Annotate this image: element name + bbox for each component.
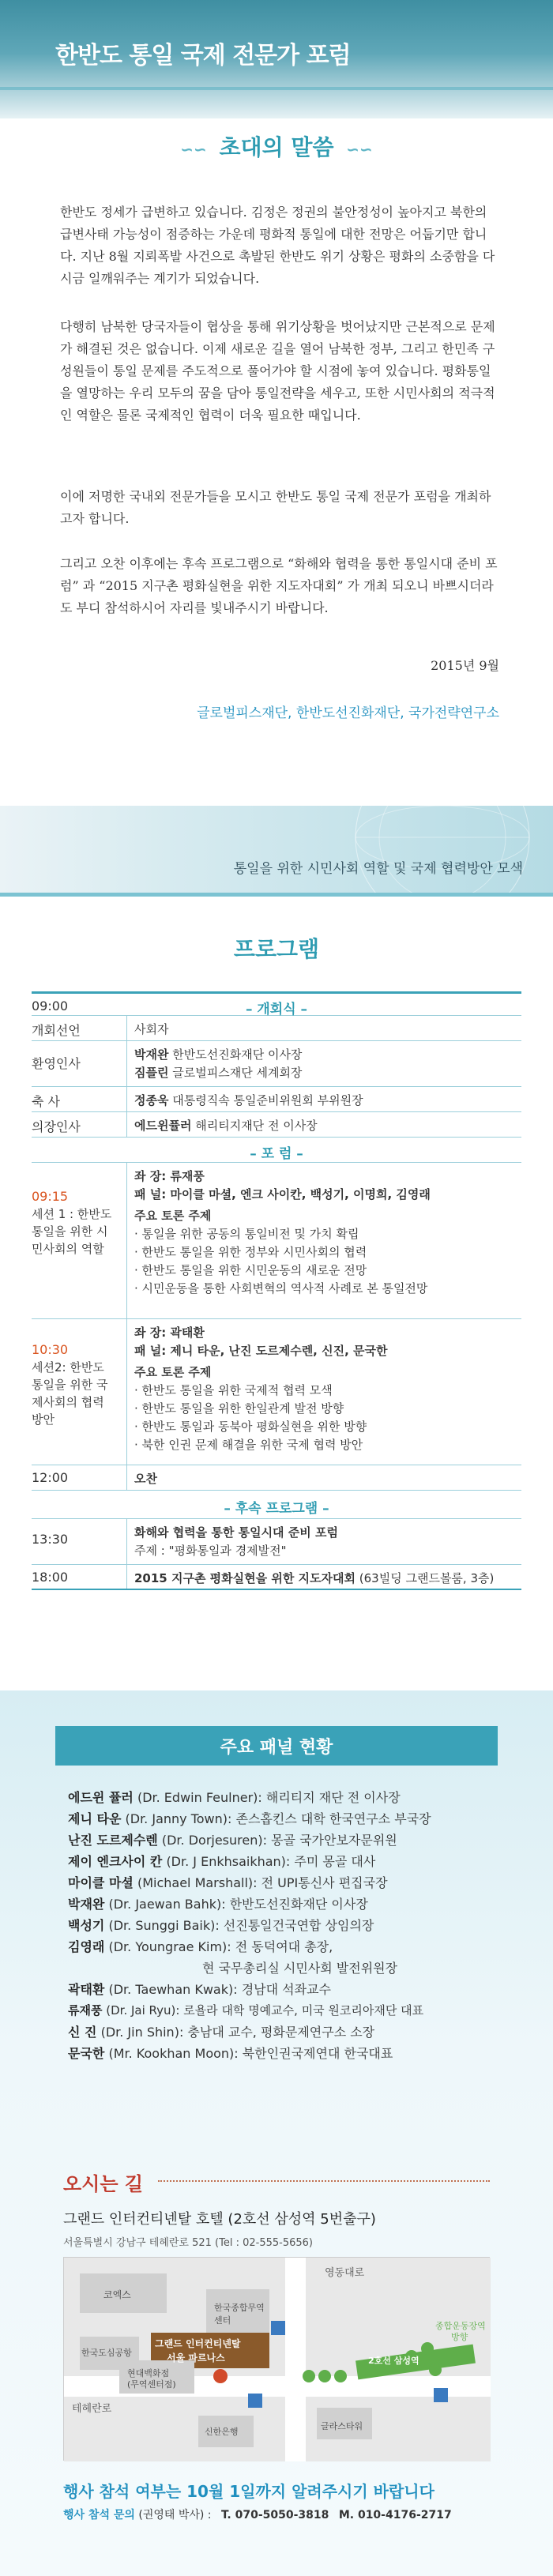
followup-1-title: 화해와 협력을 통한 통일시대 준비 포럼: [134, 1525, 338, 1540]
session-2-detail: [134, 1319, 521, 1454]
followup-2-row: [32, 1565, 521, 1590]
followup-2-time: 18:00: [32, 1570, 69, 1585]
lunch-label: 오찬: [134, 1472, 157, 1486]
map-label-city-air: 한국도심공항: [81, 2348, 132, 2358]
panelist-desc: (Dr. Jai Ryu): 로욜라 대학 명예교수, 미국 원코리아재단 대표: [106, 2003, 424, 2018]
list-item: [68, 2000, 526, 2021]
panelist-desc: (Dr. Edwin Feulner): 해리티지 재단 전 이사장: [137, 1790, 401, 1805]
person-name: 에드윈퓰러: [134, 1119, 192, 1133]
panel-list: [68, 1787, 526, 2064]
panelist-desc: (Dr. Jin Shin): 충남대 교수, 평화문제연구소 소장: [100, 2025, 375, 2040]
contact-tel: T. 070-5050-3818: [220, 2509, 329, 2521]
location-divider: [158, 2180, 490, 2182]
list-item: [68, 1787, 526, 1808]
panelist-desc: (Dr. Taewhan Kwak): 경남대 석좌교수: [108, 1982, 331, 1997]
table-row: [32, 1041, 521, 1087]
followup-1-row: [32, 1519, 521, 1565]
panelist-desc: (Dr. Jaewan Bahk): 한반도선진화재단 이사장: [108, 1897, 368, 1912]
map-label-hyundai-2: (무역센터점): [127, 2379, 176, 2390]
panelist-desc: (Dr. Janny Town): 존스홉킨스 대학 한국연구소 부국장: [125, 1811, 431, 1826]
table-row: [32, 1016, 521, 1041]
contact-info: [63, 2506, 452, 2522]
person-name: 짐플린: [134, 1066, 169, 1080]
panelist-name: 백성기: [68, 1918, 105, 1933]
wave-left-icon: ∽∽: [180, 140, 207, 159]
row-value: 사회자: [134, 1022, 169, 1036]
invitation-hosts: 글로벌피스재단, 한반도선진화재단, 국가전략연구소: [197, 705, 499, 721]
map-hotel-label-2: 서울 파르나스: [167, 2352, 225, 2364]
session-1-time: 09:15: [32, 1189, 69, 1204]
list-item: · 한반도 통일과 동북아 평화실현을 위한 방향: [134, 1420, 367, 1434]
list-item: [68, 1872, 526, 1893]
panelist-desc: (Mr. Kookhan Moon): 북한인권국제연대 한국대표: [108, 2046, 393, 2061]
followup-2-place: (63빌딩 그랜드볼룸, 3층): [359, 1571, 495, 1585]
theme-banner-text: 통일을 위한 시민사회 역할 및 국제 협력방안 모색: [233, 861, 523, 877]
row-label: 축 사: [32, 1094, 60, 1109]
panelist-name: 제니 타운: [68, 1811, 122, 1826]
map-label-direction-2: 방향: [451, 2332, 468, 2342]
row-label: 의장인사: [32, 1119, 81, 1134]
list-item: [68, 1830, 526, 1851]
session-1-chair: 좌 장: 류재풍: [134, 1169, 205, 1183]
panelist-name: 신 진: [68, 2025, 97, 2040]
map-label-hyundai: 현대백화점: [127, 2368, 170, 2379]
location-map: [63, 2257, 490, 2461]
header-banner: [0, 0, 553, 118]
invitation-paragraph-2: 다행히 남북한 당국자들이 협상을 통해 위기상황을 벗어났지만 근본적으로 문제가 해결된 것은 없습니다. 이제 새로운 길을 열어 남북한 정부, 그리고 한민족 구성원들이 통일 문제를 주도적으로 풀어가야 할 시점에 놓여 있습니다. 평화통일을 열망하는 우리 모두의 꿈을 담아 통일전략을 세우고, 또한 시민사회의 적극적인 역할은 물론 국제적인 협력이 더욱 필요한 때입니다.: [60, 319, 495, 423]
hotel-address: 서울특별시 강남구 테헤란로 521 (Tel : 02-555-5656): [63, 2237, 313, 2249]
session-2-info: [32, 1319, 126, 1465]
map-hotel-label-1: 그랜드 인터컨티넨탈: [155, 2338, 241, 2349]
panelist-name: 제이 엔크사이 칸: [68, 1854, 163, 1869]
contact-mobile: M. 010-4176-2717: [338, 2509, 452, 2521]
panelist-desc: 현 국무총리실 시민사회 발전위원장: [202, 1961, 398, 1976]
location-title: 오시는 길: [63, 2173, 144, 2195]
session-1-info: [32, 1163, 126, 1318]
followup-2-title: 2015 지구촌 평화실현을 위한 지도자대회: [134, 1571, 356, 1585]
opening-time: 09:00: [32, 998, 69, 1013]
panelist-name: 류재풍: [68, 2003, 103, 2018]
map-label-glass: 글라스타워: [321, 2421, 363, 2431]
session-1-row: [32, 1163, 521, 1319]
panelist-desc: (Dr. Sunggi Baik): 선진통일건국연합 상임의장: [108, 1918, 374, 1933]
list-item: [68, 1893, 526, 1915]
lunch-row: [32, 1465, 521, 1491]
list-item: [68, 1957, 526, 1979]
session-1-panel: 패 널: 마이클 마셜, 엔크 사이칸, 백성기, 이명희, 김영래: [134, 1187, 431, 1202]
list-item: [68, 2043, 526, 2064]
opening-time-row: [32, 994, 521, 1016]
panel-header: [55, 1726, 498, 1766]
contact-label: 행사 참석 문의: [63, 2509, 135, 2521]
map-label-coex: 코엑스: [103, 2289, 131, 2300]
invitation-paragraph-4: 그리고 오찬 이후에는 후속 프로그램으로 “화해와 협력을 통한 통일시대 준비 포럼” 과 “2015 지구촌 평화실현을 위한 지도자대회” 가 개최 되오니 바쁘시더라도 부디 참석하시어 자리를 빛내주시기 바랍니다.: [60, 556, 498, 615]
map-label-yeongdong: 영동대로: [325, 2267, 365, 2279]
theme-banner: [0, 806, 553, 897]
session-2-name: 세션2: 한반도 통일을 위한 국제사회의 협력 방안: [32, 1360, 108, 1427]
panelist-name: 에드윈 퓰러: [68, 1790, 134, 1805]
forum-label: – 포 럼 –: [250, 1146, 303, 1162]
table-row: [32, 1112, 521, 1138]
wave-right-icon: ∽∽: [346, 140, 373, 159]
invitation-date: 2015년 9월: [431, 658, 499, 673]
list-item: · 한반도 통일을 위한 국제적 협력 모색: [134, 1383, 333, 1397]
person-title: 대통령직속 통일준비위원회 부위원장: [172, 1093, 363, 1107]
list-item: · 시민운동을 통한 사회변혁의 역사적 사례로 본 통일전망: [134, 1281, 428, 1296]
followup-1-detail: [134, 1519, 521, 1560]
map-label-shinhan: 신한은행: [205, 2427, 239, 2437]
person-title: 해리티지재단 전 이사장: [195, 1119, 318, 1133]
rsvp-notice: 행사 참석 여부는 10월 1일까지 알려주시기 바랍니다: [63, 2482, 434, 2501]
page-title: 한반도 통일 국제 전문가 포럼: [55, 42, 351, 70]
list-item: · 한반도 통일을 위한 시민운동의 새로운 전망: [134, 1263, 367, 1277]
session-1-name: 세션 1 : 한반도 통일을 위한 시민사회의 역할: [32, 1207, 112, 1256]
session-1-detail: [134, 1163, 521, 1298]
session-2-row: [32, 1319, 521, 1465]
panelist-desc: (Michael Marshall): 전 UPI통신사 편집국장: [137, 1875, 388, 1890]
invitation-title-wrap: [0, 130, 553, 162]
panelist-name: 김영래: [68, 1939, 105, 1954]
map-label-direction-1: 종합운동장역: [435, 2321, 486, 2331]
map-label-trade-center: 한국종합무역센터: [214, 2303, 265, 2326]
list-item: · 통일을 위한 공동의 통일비전 및 가치 확립: [134, 1227, 359, 1241]
followup-label: – 후속 프로그램 –: [224, 1501, 329, 1517]
person-name: 박재완: [134, 1047, 169, 1062]
list-item: · 한반도 통일을 위한 한일관계 발전 방향: [134, 1401, 344, 1416]
panelist-name: 곽태환: [68, 1982, 105, 1997]
row-value: [134, 1087, 521, 1110]
row-value: [134, 1041, 521, 1082]
panel-title: 주요 패널 현황: [220, 1738, 333, 1758]
followup-1-theme: 주제 : "평화통일과 경제발전": [134, 1544, 287, 1558]
person-title: 글로벌피스재단 세계회장: [172, 1066, 303, 1080]
contact-person: (권영태 박사) :: [138, 2509, 212, 2521]
list-item: · 한반도 통일을 위한 정부와 시민사회의 협력: [134, 1245, 367, 1259]
row-label: 개회선언: [32, 1023, 81, 1038]
session-1-topic-heading: 주요 토론 주제: [134, 1209, 212, 1223]
lunch-time: 12:00: [32, 1470, 69, 1485]
list-item: [68, 1979, 526, 2000]
list-item: [68, 1851, 526, 1872]
forum-label-row: [32, 1138, 521, 1163]
followup-label-row: [32, 1491, 521, 1519]
list-item: [68, 1936, 526, 1957]
row-label: 환영인사: [32, 1056, 81, 1071]
header-divider: [0, 87, 553, 90]
panelist-name: 문국한: [68, 2046, 105, 2061]
row-value: [134, 1112, 521, 1135]
panelist-name: 난진 도르제수렌: [68, 1833, 158, 1848]
session-2-panel: 패 널: 제니 타운, 난진 도르제수렌, 신진, 문국한: [134, 1344, 388, 1358]
person-name: 정종욱: [134, 1093, 169, 1107]
panelist-desc: (Dr. Youngrae Kim): 전 동덕여대 총장,: [108, 1939, 333, 1954]
session-2-chair: 좌 장: 곽태환: [134, 1326, 205, 1340]
panelist-desc: (Dr. J Enkhsaikhan): 주미 몽골 대사: [166, 1854, 376, 1869]
person-title: 한반도선진화재단 이사장: [172, 1047, 303, 1062]
panelist-name: 박재완: [68, 1897, 105, 1912]
banner-divider: [0, 893, 553, 897]
followup-2-detail: [134, 1565, 521, 1588]
table-row: [32, 1087, 521, 1112]
map-label-teheran: 테헤란로: [72, 2403, 112, 2415]
hotel-name: 그랜드 인터컨티넨탈 호텔 (2호선 삼성역 5번출구): [63, 2211, 376, 2228]
list-item: [68, 2021, 526, 2043]
panelist-desc: (Dr. Dorjesuren): 몽골 국가안보자문위원: [161, 1833, 397, 1848]
globe-graphic: [0, 806, 553, 893]
invitation-paragraph-3: 이에 저명한 국내외 전문가들을 모시고 한반도 통일 국제 전문가 포럼을 개최하고자 합니다.: [60, 489, 491, 526]
panelist-name: 마이클 마셜: [68, 1875, 134, 1890]
list-item: [68, 1915, 526, 1936]
opening-label: – 개회식 –: [245, 1002, 308, 1017]
invitation-paragraph-1: 한반도 정세가 급변하고 있습니다. 김정은 정권의 불안정성이 높아지고 북한의 급변사태 가능성이 점증하는 가운데 평화적 통일에 대한 전망은 어둡기만 합니다. 지난 8월 지뢰폭발 사건으로 촉발된 한반도 위기 상황은 평화의 소중함을 다시금 일깨워주는 계기가 되었습니다.: [60, 205, 495, 286]
list-item: [68, 1808, 526, 1830]
session-2-topic-heading: 주요 토론 주제: [134, 1365, 212, 1379]
followup-1-time: 13:30: [32, 1532, 69, 1547]
invitation-title: 초대의 말씀: [219, 134, 334, 160]
program-title: 프로그램: [233, 936, 320, 962]
list-item: · 북한 인권 문제 해결을 위한 국제 협력 방안: [134, 1438, 363, 1452]
session-2-time: 10:30: [32, 1342, 69, 1357]
map-label-line2: 2호선 삼성역: [368, 2356, 419, 2366]
